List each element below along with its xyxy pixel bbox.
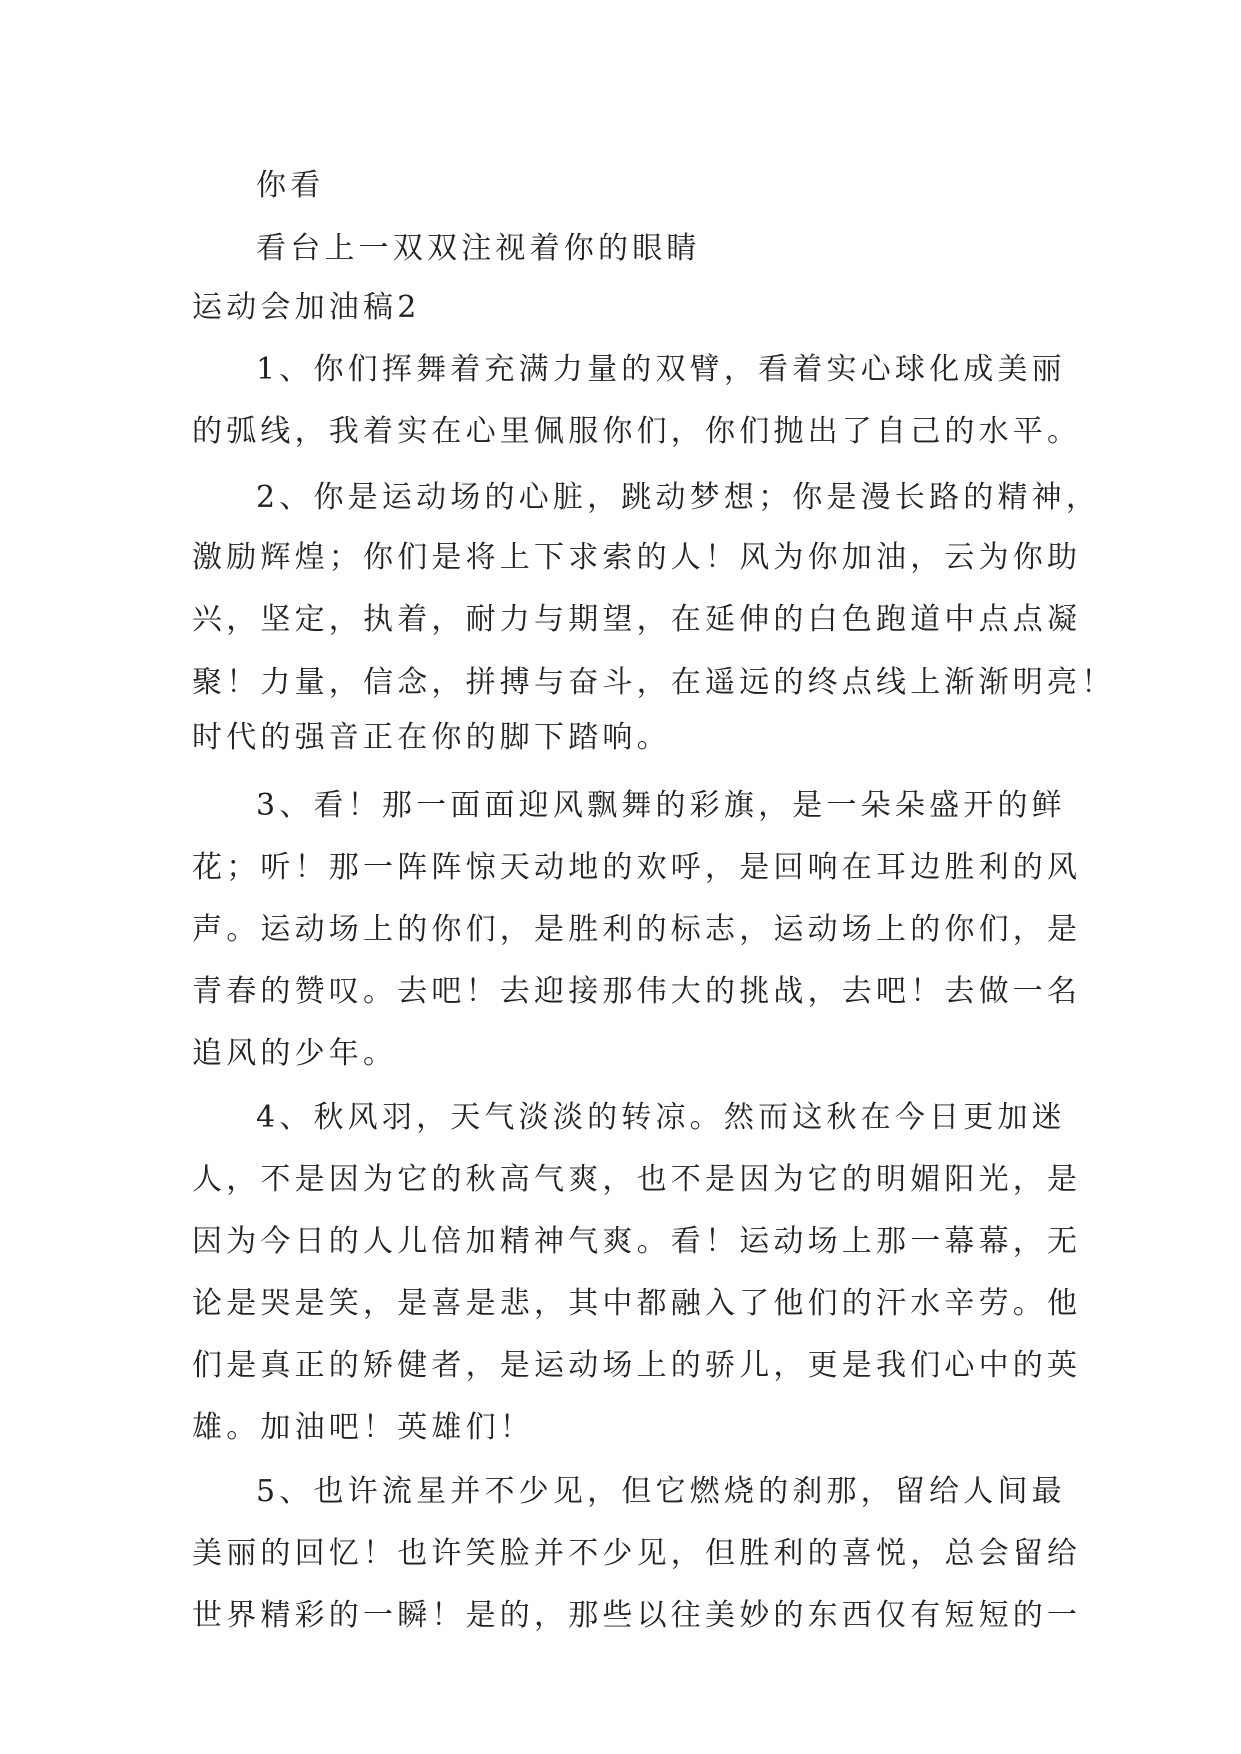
text-line: 论是哭是笑，是喜是悲，其中都融入了他们的汗水辛劳。他 <box>192 1286 1082 1321</box>
text-line: 追风的少年。 <box>192 1036 398 1071</box>
text-line: 花；听！那一阵阵惊天动地的欢呼，是回响在耳边胜利的风 <box>192 850 1082 885</box>
section-heading: 运动会加油稿2 <box>192 290 421 325</box>
text-line: 时代的强音正在你的脚下踏响。 <box>192 720 671 755</box>
text-line: 2、你是运动场的心脏，跳动梦想；你是漫长路的精神， <box>256 480 1101 515</box>
text-line: 5、也许流星并不少见，但它燃烧的刹那，留给人间最 <box>256 1474 1066 1509</box>
text-line: 人，不是因为它的秋高气爽，也不是因为它的明媚阳光，是 <box>192 1162 1082 1197</box>
text-line: 兴，坚定，执着，耐力与期望，在延伸的白色跑道中点点凝 <box>192 602 1082 637</box>
text-line: 3、看！那一面面迎风飘舞的彩旗，是一朵朵盛开的鲜 <box>256 788 1066 823</box>
text-line: 看台上一双双注视着你的眼睛 <box>256 231 701 266</box>
text-line: 4、秋风羽，天气淡淡的转凉。然而这秋在今日更加迷 <box>256 1100 1066 1135</box>
text-line: 雄。加油吧！英雄们！ <box>192 1410 534 1445</box>
text-line: 们是真正的矫健者，是运动场上的骄儿，更是我们心中的英 <box>192 1348 1082 1383</box>
text-line: 世界精彩的一瞬！是的，那些以往美妙的东西仅有短短的一 <box>192 1598 1082 1633</box>
text-line: 因为今日的人儿倍加精神气爽。看！运动场上那一幕幕，无 <box>192 1224 1082 1259</box>
text-line: 声。运动场上的你们，是胜利的标志，运动场上的你们，是 <box>192 912 1082 947</box>
text-line: 聚！力量，信念，拼搏与奋斗，在遥远的终点线上渐渐明亮！ <box>192 665 1116 700</box>
text-line: 的弧线，我着实在心里佩服你们，你们抛出了自己的水平。 <box>192 414 1082 449</box>
text-line: 你看 <box>256 168 325 203</box>
text-line: 美丽的回忆！也许笑脸并不少见，但胜利的喜悦，总会留给 <box>192 1536 1082 1571</box>
text-line: 青春的赞叹。去吧！去迎接那伟大的挑战，去吧！去做一名 <box>192 974 1082 1009</box>
text-line: 1、你们挥舞着充满力量的双臂，看着实心球化成美丽 <box>256 352 1066 387</box>
text-line: 激励辉煌；你们是将上下求索的人！风为你加油，云为你助 <box>192 540 1082 575</box>
